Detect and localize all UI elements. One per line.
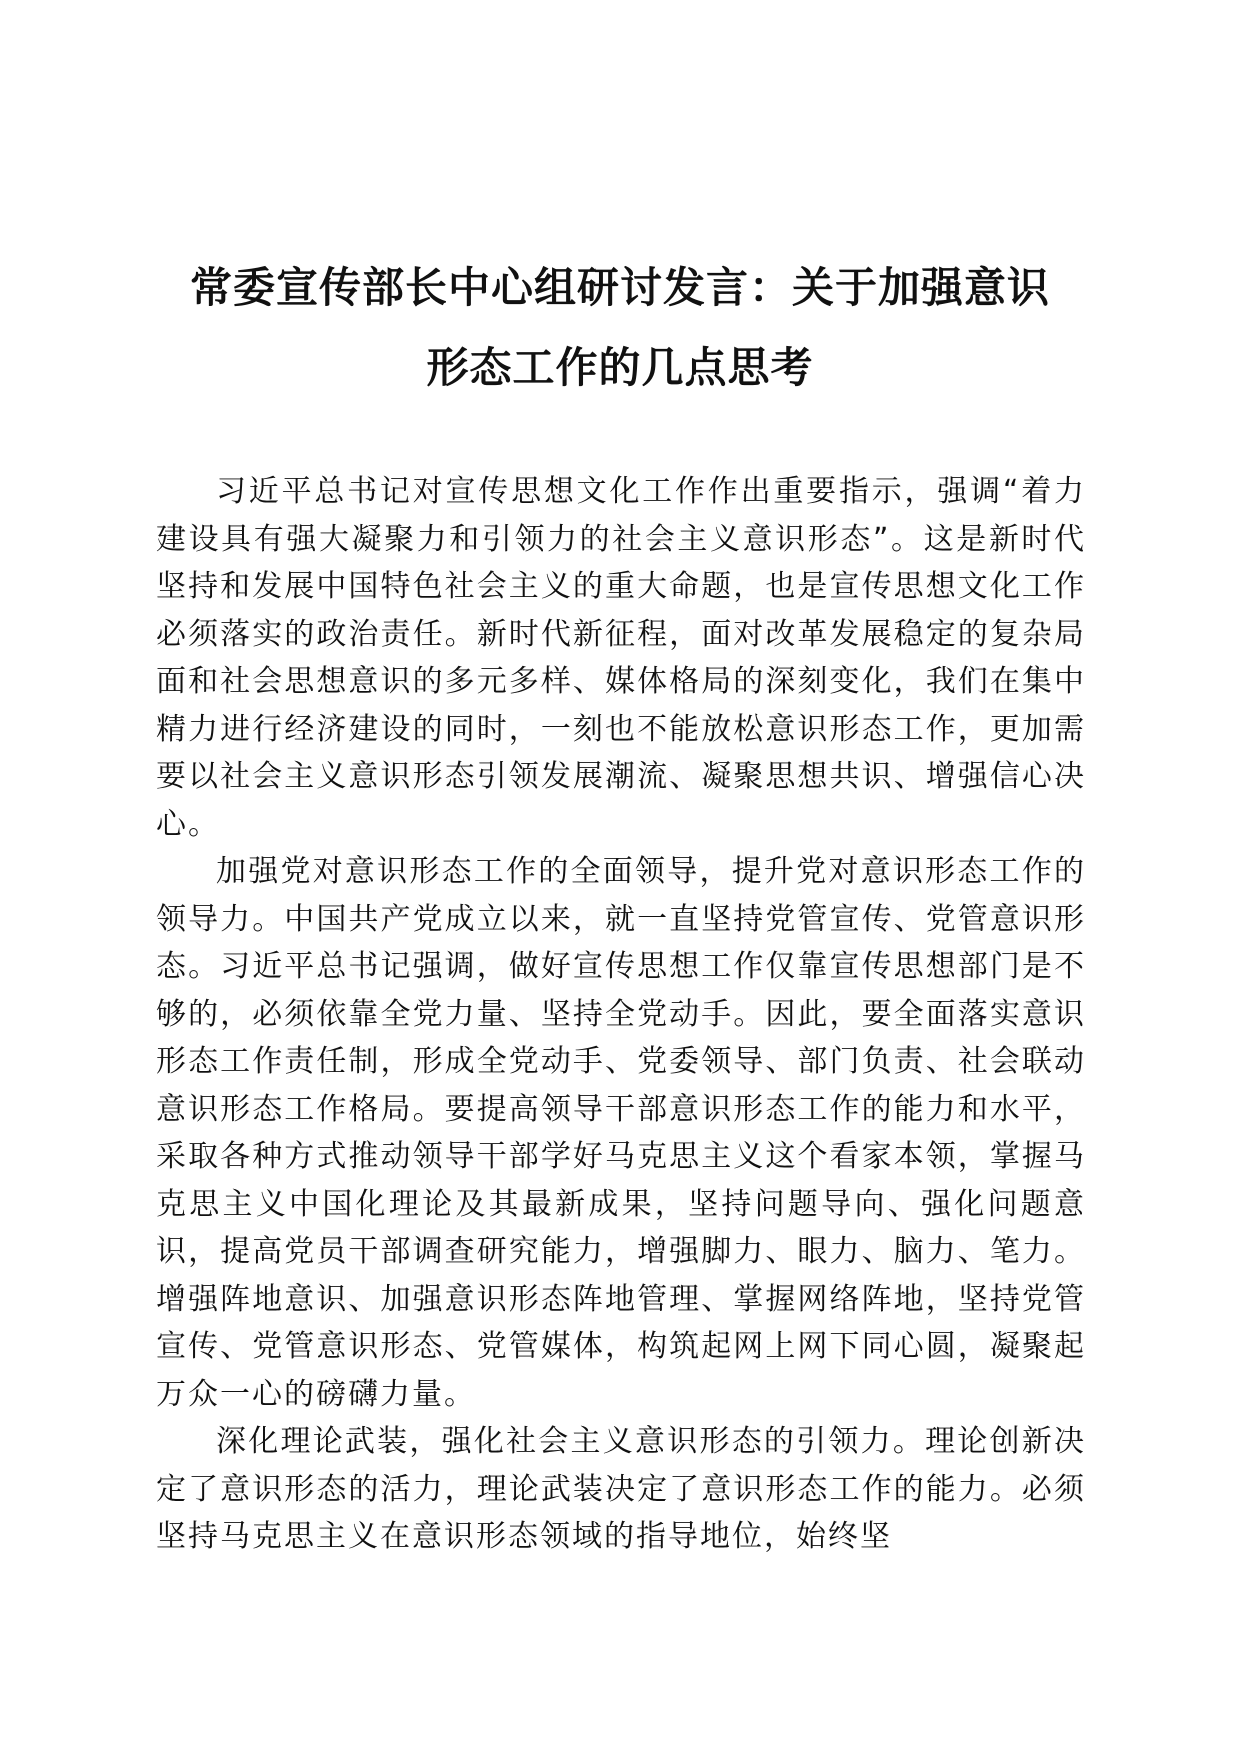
title-line-1: 常委宣传部长中心组研讨发言：关于加强意识 [189,263,1050,312]
document-title [150,248,1090,408]
paragraph-intro: 习近平总书记对宣传思想文化工作作出重要指示，强调“着力建设具有强大凝聚力和引领力的社会主义意识形态”。这是新时代坚持和发展中国特色社会主义的重大命题，也是宣传思想文化工作必须落实的政治责任。新时代新征程，面对改革发展稳定的复杂局面和社会思想意识的多元多样、媒体格局的深刻变化，我们在集中精力进行经济建设的同时，一刻也不能放松意识形态工作，更加需要以社会主义意识形态引领发展潮流、凝聚思想共识、增强信心决心。 [156,474,1086,842]
title-line-2: 形态工作的几点思考 [426,343,814,392]
paragraph-theory: 深化理论武装，强化社会主义意识形态的引领力。理论创新决定了意识形态的活力，理论武装决定了意识形态工作的能力。必须坚持马克思主义在意识形态领域的指导地位，始终坚 [156,1424,1086,1554]
paragraph-leadership: 加强党对意识形态工作的全面领导，提升党对意识形态工作的领导力。中国共产党成立以来，就一直坚持党管宣传、党管意识形态。习近平总书记强调，做好宣传思想工作仅靠宣传思想部门是不够的，必须依靠全党力量、坚持全党动手。因此，要全面落实意识形态工作责任制，形成全党动手、党委领导、部门负责、社会联动意识形态工作格局。要提高领导干部意识形态工作的能力和水平，采取各种方式推动领导干部学好马克思主义这个看家本领，掌握马克思主义中国化理论及其最新成果，坚持问题导向、强化问题意识，提高党员干部调查研究能力，增强脚力、眼力、脑力、笔力。增强阵地意识、加强意识形态阵地管理、掌握网络阵地，坚持党管宣传、党管意识形态、党管媒体，构筑起网上网下同心圆，凝聚起万众一心的磅礴力量。 [156,854,1086,1412]
document-body [156,468,1086,1561]
